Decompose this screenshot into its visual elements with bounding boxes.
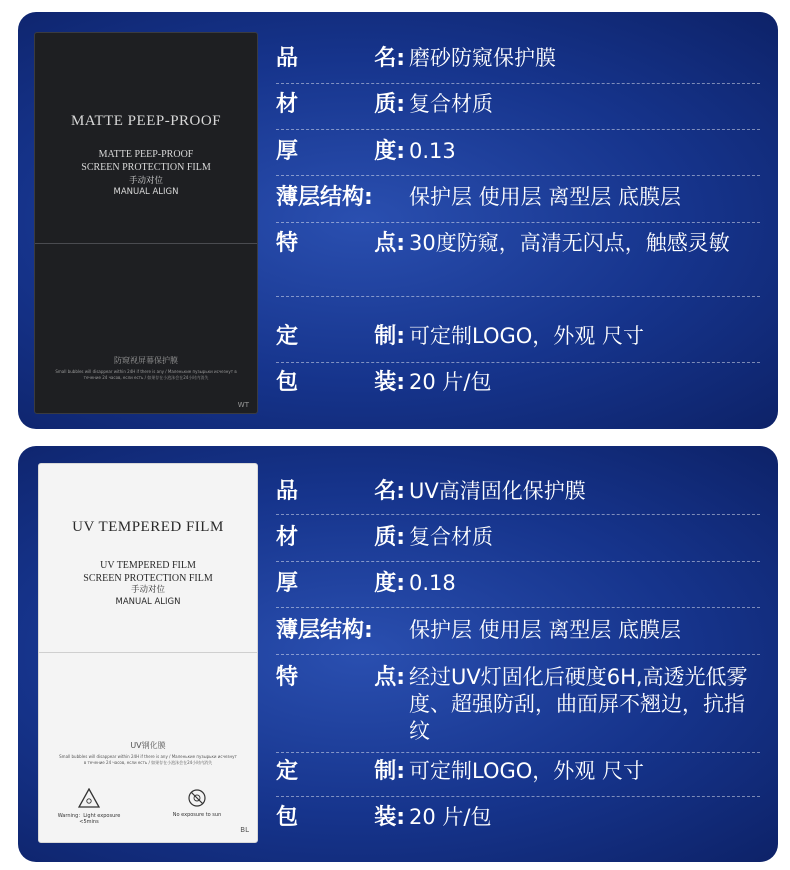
package-image-uv <box>38 463 258 843</box>
divider <box>276 296 760 297</box>
package-fold-line <box>35 243 257 244</box>
product-card-uv <box>18 446 778 862</box>
spec-value: 20 片/包 <box>409 805 492 829</box>
divider <box>276 796 760 797</box>
package-fine-print: Small bubbles will disappear within 24H if there is any / Маленькие пузырьки исчезнут в течение 24 часов, если есть / 如果存在小泡沫会在24小时内消失 <box>59 754 237 765</box>
package-code: BL <box>240 826 249 834</box>
spec-value: 0.18 <box>409 571 456 595</box>
spec-row-material <box>276 91 760 119</box>
spec-label: 包 装: <box>276 805 405 830</box>
divider <box>276 607 760 608</box>
spec-row-thickness <box>276 570 760 598</box>
spec-value: 磨砂防窥保护膜 <box>409 46 556 70</box>
spec-value: 复合材质 <box>409 92 493 116</box>
spec-value: 经过UV灯固化后硬度6H,高透光低雾度、超强防刮，曲面屏不翘边，抗指纹 <box>409 665 748 743</box>
divider <box>276 129 760 130</box>
spec-value: 可定制LOGO，外观 尺寸 <box>409 324 644 348</box>
spec-label: 品 名: <box>276 479 405 504</box>
spec-row-custom <box>276 323 760 351</box>
package-subtitle-2: SCREEN PROTECTION FILM <box>81 162 211 173</box>
spec-row-thickness <box>276 138 760 166</box>
divider <box>276 561 760 562</box>
package-image-matte <box>34 32 258 414</box>
package-en-align: MANUAL ALIGN <box>115 597 181 607</box>
warning-no-sun: No exposure to sun <box>157 788 237 818</box>
divider <box>276 654 760 655</box>
spec-label: 特 点: <box>276 665 405 690</box>
package-subtitle-2: SCREEN PROTECTION FILM <box>83 573 213 584</box>
spec-row-name <box>276 478 760 506</box>
spec-value: UV高清固化保护膜 <box>409 479 586 503</box>
package-cn-align: 手动对位 <box>128 176 163 186</box>
divider <box>276 362 760 363</box>
divider <box>276 222 760 223</box>
spec-value: 0.13 <box>409 139 456 163</box>
spec-label: 材 质: <box>276 92 405 117</box>
package-cn-name: 防窥视屏幕保护膜 <box>114 356 178 365</box>
package-cn-name: UV钢化膜 <box>130 741 166 750</box>
spec-row-features <box>276 664 760 745</box>
spec-row-packaging <box>276 369 760 397</box>
spec-row-material <box>276 524 760 552</box>
spec-label: 材 质: <box>276 525 405 550</box>
spec-label: 包 装: <box>276 370 405 395</box>
warning-triangle-icon <box>78 788 100 808</box>
no-sun-icon <box>186 788 208 808</box>
package-subtitle-1: UV TEMPERED FILM <box>100 560 196 571</box>
spec-label: 厚 度: <box>276 571 405 596</box>
warning-light-exposure: Warning：Light exposure <5mins <box>49 788 129 825</box>
spec-value: 保护层 使用层 离型层 底膜层 <box>409 618 682 642</box>
spec-value: 保护层 使用层 离型层 底膜层 <box>409 185 682 209</box>
spec-row-custom <box>276 758 760 786</box>
package-en-align: MANUAL ALIGN <box>113 187 179 197</box>
spec-label: 特 点: <box>276 231 405 256</box>
spec-value: 可定制LOGO，外观 尺寸 <box>409 759 644 783</box>
spec-label: 厚 度: <box>276 139 405 164</box>
spec-label: 品 名: <box>276 46 405 71</box>
spec-label: 定 制: <box>276 759 405 784</box>
spec-row-layers <box>276 617 760 645</box>
divider <box>276 83 760 84</box>
spec-value: 20 片/包 <box>409 370 492 394</box>
package-code: WT <box>237 401 249 409</box>
spec-row-packaging <box>276 804 760 832</box>
divider <box>276 175 760 176</box>
spec-value: 30度防窥，高清无闪点，触感灵敏 <box>409 231 730 255</box>
spec-label: 薄层结构: <box>276 185 373 210</box>
divider <box>276 752 760 753</box>
package-title: UV TEMPERED FILM <box>72 519 224 535</box>
spec-row-features <box>276 230 760 258</box>
package-fold-line <box>39 652 257 653</box>
divider <box>276 514 760 515</box>
package-title: MATTE PEEP-PROOF <box>70 113 222 129</box>
product-card-matte <box>18 12 778 429</box>
spec-label: 定 制: <box>276 324 405 349</box>
package-fine-print: Small bubbles will disappear within 24H if there is any / Маленькие пузырьки исчезнут в течение 24 часов, если есть / 如果存在小泡沫会在24小时内消失 <box>55 369 237 380</box>
package-subtitle-1: MATTE PEEP-PROOF <box>98 149 194 160</box>
spec-row-layers <box>276 184 760 212</box>
spec-label: 薄层结构: <box>276 618 373 643</box>
spec-value: 复合材质 <box>409 525 493 549</box>
spec-row-name <box>276 45 760 73</box>
package-cn-align: 手动对位 <box>130 585 165 595</box>
